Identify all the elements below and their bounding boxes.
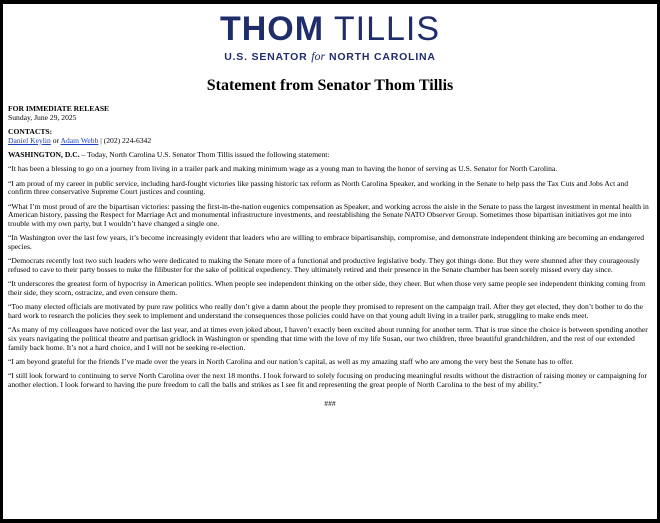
intro-paragraph: WASHINGTON, D.C. – Today, North Carolina U.S. Senator Thom Tillis issued the following statement:	[8, 150, 330, 159]
contact-link-daniel-keylin[interactable]: Daniel Keylin	[8, 135, 51, 145]
senator-logo	[3, 12, 657, 64]
contacts-block: CONTACTS: Daniel Keylin or Adam Webb | (202) 224-6342	[8, 127, 152, 145]
release-info	[8, 105, 652, 122]
statement-paragraph: “In Washington over the last few years, it’s become increasingly evident that leaders who are willing to embrace bipartisanship, compromise, and demonstrate independent thinking are becoming an endangered species.	[8, 233, 645, 251]
release-date: Sunday, June 29, 2025	[8, 112, 77, 122]
logo-subtitle: U.S. SENATOR for NORTH CAROLINA	[224, 49, 436, 63]
contact-link-adam-webb[interactable]: Adam Webb	[60, 135, 99, 145]
statement-paragraph: “Democrats recently lost two such leaders who were dedicated to making the Senate more of a functional and productive legislative body. They got things done. But they were shunned after they courageously refused to cave to their party bosses to nuke the filibuster for the sake of political expediency. They ultimately retired and their presence in the Senate chamber has been sorely missed every day since.	[8, 256, 640, 274]
end-mark: ###	[324, 398, 336, 408]
statement-paragraph: “It underscores the greatest form of hypocrisy in American politics. When people see independent thinking on the other side, they cheer. But when those very same people see independent thinking coming from their side, they scorn, ostracize, and even censure them.	[8, 279, 646, 297]
statement-title: Statement from Senator Thom Tillis	[206, 77, 454, 94]
statement-paragraph: “It has been a blessing to go on a journey from living in a trailer park and making minimum wage as a young man to having the honor of serving as U.S. Senator for North Carolina.	[8, 164, 558, 174]
statement-paragraph: “As many of my colleagues have noticed over the last year, and at times even joked about, I haven’t exactly been excited about running for another term. That is true since the choice is between spending another six years navigating the political theatre and partisan gridlock in Washington or spending that time with the love of my life Susan, our two children, three beautiful grandchildren, and the rest of our extended family back home. It’s not a hard choice, and I will not be seeking re-election.	[8, 325, 648, 352]
contact-phone: | (202) 224-6342	[98, 135, 152, 145]
release-body	[8, 105, 652, 408]
statement-paragraph: “I am proud of my career in public service, including hard-fought victories like passing historic tax reform as North Carolina Speaker, and working in the Senate to help pass the Tax Cuts and Jobs Act and confirm three conservative Supreme Court justices and counting.	[8, 178, 629, 197]
contacts-label: CONTACTS:	[8, 127, 53, 136]
dateline: WASHINGTON, D.C.	[8, 150, 80, 159]
statement-paragraph: “I still look forward to continuing to serve North Carolina over the next 18 months. I look forward to solely focusing on producing meaningful results without the distraction of raising money or campaigning for another election. I look forward to having the pure freedom to call the balls and strikes as I see fit and representing the great people of North Carolina to the best of my ability.”	[8, 371, 648, 389]
statement-paragraph: “Too many elected officials are motivated by pure raw politics who really don’t give a damn about the people they promised to represent on the campaign trail. After they get elected, they don’t bother to do the hard work to research the policies they seek to implement and understand the consequences those policies could have on that young adult living in a trailer park, struggling to make ends meet.	[8, 302, 644, 320]
release-label: FOR IMMEDIATE RELEASE	[8, 104, 110, 113]
press-release-page	[3, 4, 657, 519]
statement-paragraph: “What I’m most proud of are the bipartisan victories: passing the first-in-the-nation eugenics compensation as Speaker, and working across the aisle in the Senate to pass the largest investment in mental health in American history, passing the Respect for Marriage Act and monumental infrastructure investments, and reestablishing the Senate NATO Observer Group. Sometimes those bipartisan initiatives got me into trouble with my own party, but I wouldn’t have changed a single one.	[8, 201, 649, 228]
statement-paragraph: “I am beyond grateful for the friends I’ve made over the years in North Carolina and our nation’s capital, as well as my amazing staff who are among the very best the Senate has to offer.	[8, 357, 574, 366]
logo-wordmark: THOM TILLIS	[219, 10, 441, 48]
